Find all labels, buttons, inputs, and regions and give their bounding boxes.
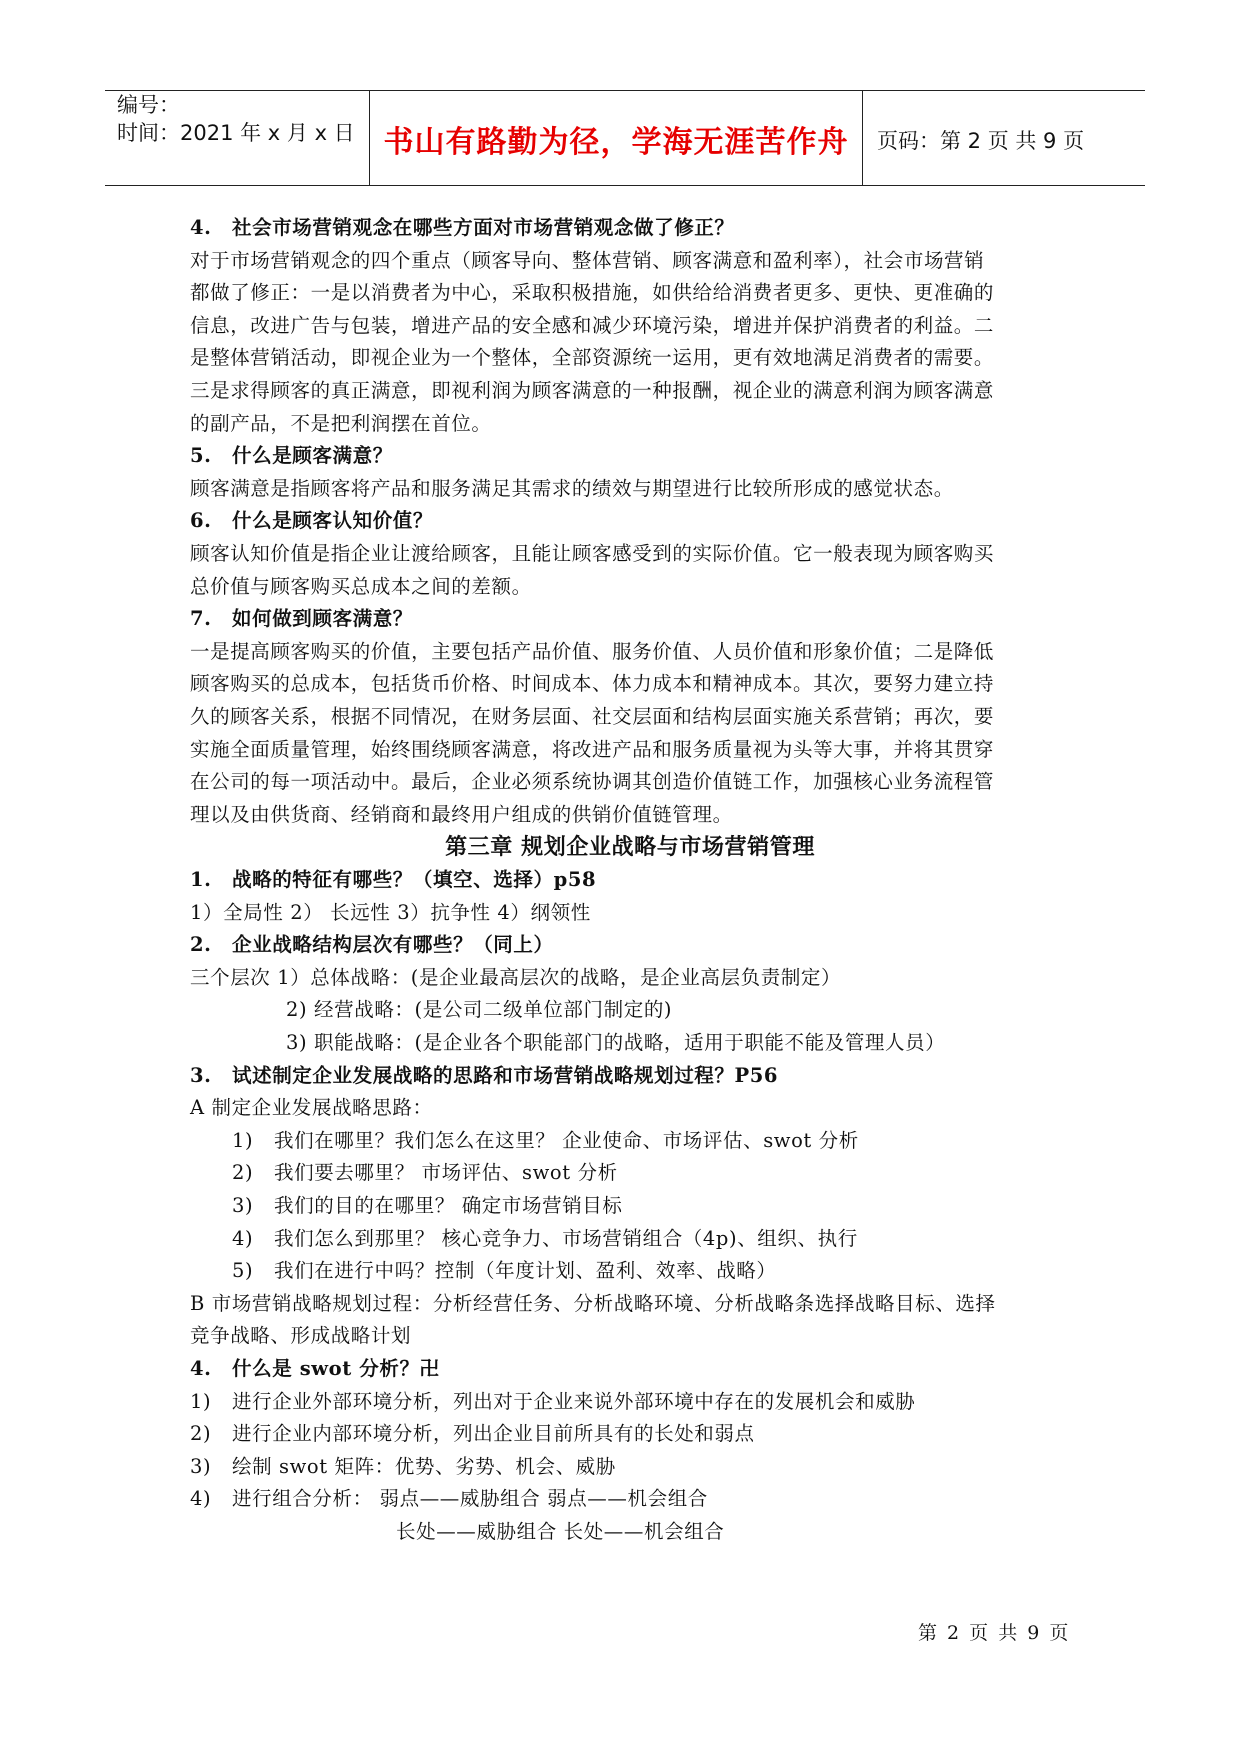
document-number-label: 编号： bbox=[117, 93, 180, 117]
body-text-line bbox=[286, 994, 672, 1026]
line-text: 三个层次 1）总体战略：(是企业最高层次的战略，是企业高层负责制定） bbox=[190, 965, 842, 989]
line-text: 都做了修正：一是以消费者为中心，采取积极措施，如供给给消费者更多、更快、更准确的 bbox=[190, 281, 995, 305]
body-text-line bbox=[190, 701, 994, 733]
item-number: 5) bbox=[232, 1259, 254, 1283]
item-number: 3) bbox=[232, 1194, 254, 1217]
item-number: 4. bbox=[190, 216, 212, 239]
body-text-line bbox=[190, 310, 994, 342]
line-text: 总价值与顾客购买总成本之间的差额。 bbox=[190, 574, 532, 598]
body-text-line bbox=[232, 1190, 623, 1222]
item-number: 3. bbox=[190, 1063, 212, 1087]
line-text: 我们在哪里？我们怎么在这里？ 企业使命、市场评估、swot 分析 bbox=[274, 1128, 859, 1152]
item-number: 1) bbox=[232, 1128, 254, 1152]
line-text: 信息，改进广告与包装，增进产品的安全感和减少环境污染，增进并保护消费者的利益。二 bbox=[190, 313, 995, 337]
body-text-line bbox=[190, 668, 994, 700]
item-number: 1) bbox=[190, 1389, 212, 1413]
header-page-cell bbox=[863, 91, 1145, 185]
body-text-line bbox=[190, 375, 994, 407]
body-text-line bbox=[190, 1386, 915, 1418]
line-text: 竞争战略、形成战略计划 bbox=[190, 1324, 412, 1348]
body-text-line bbox=[190, 1288, 996, 1320]
line-text: 三是求得顾客的真正满意，即视利润为顾客满意的一种报酬，视企业的满意利润为顾客满意 bbox=[190, 379, 995, 402]
line-text: 什么是顾客认知价值？ bbox=[232, 509, 434, 533]
header-page-label: 页码：第 2 页 共 9 页 bbox=[877, 129, 1085, 153]
item-number: 4) bbox=[232, 1226, 254, 1250]
line-text: 什么是 swot 分析？卍 bbox=[232, 1357, 440, 1380]
body-text-line bbox=[190, 962, 841, 994]
line-text: 久的顾客关系，根据不同情况，在财务层面、社交层面和结构层面实施关系营销；再次，要 bbox=[190, 705, 995, 728]
line-text: 战略的特征有哪些？（填空、选择）p58 bbox=[232, 868, 597, 891]
line-text: 我们怎么到那里？ 核心竞争力、市场营销组合（4p)、组织、执行 bbox=[274, 1226, 858, 1250]
line-text: 3) 职能战略：(是企业各个职能部门的战略，适用于职能不能及管理人员） bbox=[286, 1031, 946, 1054]
question-heading bbox=[190, 212, 735, 244]
line-text: 进行组合分析： 弱点——威胁组合 弱点——机会组合 bbox=[232, 1487, 708, 1511]
line-text: 的副产品，不是把利润摆在首位。 bbox=[190, 411, 492, 435]
body-text-line bbox=[190, 245, 984, 277]
body-text-line bbox=[190, 342, 994, 374]
item-number: 2) bbox=[232, 1161, 254, 1185]
header-meta-cell bbox=[105, 91, 369, 185]
line-text: 顾客认知价值是指企业让渡给顾客，且能让顾客感受到的实际价值。它一般表现为顾客购买 bbox=[190, 542, 995, 565]
body-text-line bbox=[190, 734, 994, 766]
body-text-line bbox=[190, 1320, 411, 1352]
item-number: 1. bbox=[190, 868, 212, 891]
chapter-heading bbox=[190, 831, 1070, 863]
line-text: B 市场营销战略规划过程：分析经营任务、分析战略环境、分析战略条选择战略目标、选择 bbox=[190, 1291, 996, 1315]
line-text: 一是提高顾客购买的价值，主要包括产品价值、服务价值、人员价值和形象价值；二是降低 bbox=[190, 639, 995, 663]
body-text-line bbox=[190, 766, 994, 798]
body-text-line bbox=[190, 1418, 755, 1450]
page-footer: 第 2 页 共 9 页 bbox=[918, 1622, 1071, 1644]
item-number: 4) bbox=[190, 1487, 212, 1511]
document-header bbox=[105, 90, 1145, 186]
body-text-line bbox=[190, 1483, 708, 1515]
item-number: 2. bbox=[190, 933, 212, 957]
body-text-line bbox=[232, 1157, 618, 1189]
body-text-line bbox=[232, 1255, 777, 1287]
line-text: 在公司的每一项活动中。最后，企业必须系统协调其创造价值链工作，加强核心业务流程管 bbox=[190, 770, 995, 794]
line-text: 企业战略结构层次有哪些？（同上） bbox=[232, 933, 554, 957]
line-text: 长处——威胁组合 长处——机会组合 bbox=[396, 1520, 725, 1543]
line-text: 顾客购买的总成本，包括货币价格、时间成本、体力成本和精神成本。其次，要努力建立持 bbox=[190, 672, 995, 696]
line-text: 我们的目的在哪里？ 确定市场营销目标 bbox=[274, 1194, 623, 1217]
question-heading bbox=[190, 603, 413, 635]
item-number: 3) bbox=[190, 1454, 212, 1478]
line-text: 理以及由供货商、经销商和最终用户组成的供销价值链管理。 bbox=[190, 802, 733, 826]
item-number: 7. bbox=[190, 607, 212, 631]
line-text: 对于市场营销观念的四个重点（顾客导向、整体营销、顾客满意和盈利率），社会市场营销 bbox=[190, 248, 985, 272]
line-text: 第三章 规划企业战略与市场营销管理 bbox=[445, 834, 815, 861]
line-text: 试述制定企业发展战略的思路和市场营销战略规划过程？P56 bbox=[232, 1063, 779, 1087]
line-text: 如何做到顾客满意？ bbox=[232, 607, 413, 631]
question-heading bbox=[190, 864, 596, 896]
question-heading bbox=[190, 929, 554, 961]
body-text-line bbox=[190, 277, 994, 309]
item-number: 2) bbox=[190, 1422, 212, 1446]
body-text-line bbox=[190, 636, 994, 668]
body-text-line bbox=[396, 1516, 724, 1548]
line-text: 我们要去哪里？ 市场评估、swot 分析 bbox=[274, 1161, 618, 1185]
item-number: 6. bbox=[190, 509, 212, 533]
line-text: 绘制 swot 矩阵：优势、劣势、机会、威胁 bbox=[232, 1454, 616, 1478]
question-heading bbox=[190, 505, 433, 537]
body-text-line bbox=[286, 1027, 945, 1059]
body-text-line bbox=[190, 1451, 616, 1483]
question-heading bbox=[190, 1060, 778, 1092]
question-heading bbox=[190, 1353, 440, 1385]
line-text: A 制定企业发展战略思路： bbox=[190, 1096, 433, 1120]
line-text: 顾客满意是指顾客将产品和服务满足其需求的绩效与期望进行比较所形成的感觉状态。 bbox=[190, 476, 954, 500]
line-text: 是整体营销活动，即视企业为一个整体，全部资源统一运用，更有效地满足消费者的需要。 bbox=[190, 346, 995, 370]
body-text-line bbox=[190, 473, 954, 505]
body-text-line bbox=[190, 571, 532, 603]
body-text-line bbox=[190, 408, 492, 440]
line-text: 1）全局性 2） 长远性 3）抗争性 4）纲领性 bbox=[190, 900, 591, 924]
body-text-line bbox=[190, 897, 591, 929]
document-time-label: 时间：2021 年 x 月 x 日 bbox=[117, 121, 355, 145]
line-text: 进行企业内部环境分析，列出企业目前所具有的长处和弱点 bbox=[232, 1422, 755, 1446]
body-text-line bbox=[190, 1092, 433, 1124]
body-text-line bbox=[190, 799, 733, 831]
question-heading bbox=[190, 440, 393, 472]
line-text: 实施全面质量管理，始终围绕顾客满意，将改进产品和服务质量视为头等大事，并将其贯穿 bbox=[190, 737, 995, 761]
line-text: 进行企业外部环境分析，列出对于企业来说外部环境中存在的发展机会和威胁 bbox=[232, 1389, 916, 1413]
header-motto-cell bbox=[369, 91, 863, 185]
body-text-line bbox=[232, 1125, 859, 1157]
item-number: 4. bbox=[190, 1357, 212, 1380]
item-number: 5. bbox=[190, 444, 212, 468]
line-text: 什么是顾客满意？ bbox=[232, 444, 393, 468]
line-text: 社会市场营销观念在哪些方面对市场营销观念做了修正？ bbox=[232, 216, 735, 239]
header-motto: 书山有路勤为径，学海无涯苦作舟 bbox=[383, 125, 849, 160]
line-text: 2) 经营战略：(是公司二级单位部门制定的) bbox=[286, 998, 673, 1022]
line-text: 我们在进行中吗？控制（年度计划、盈利、效率、战略） bbox=[274, 1259, 777, 1283]
body-text-line bbox=[232, 1223, 858, 1255]
body-text-line bbox=[190, 538, 994, 570]
